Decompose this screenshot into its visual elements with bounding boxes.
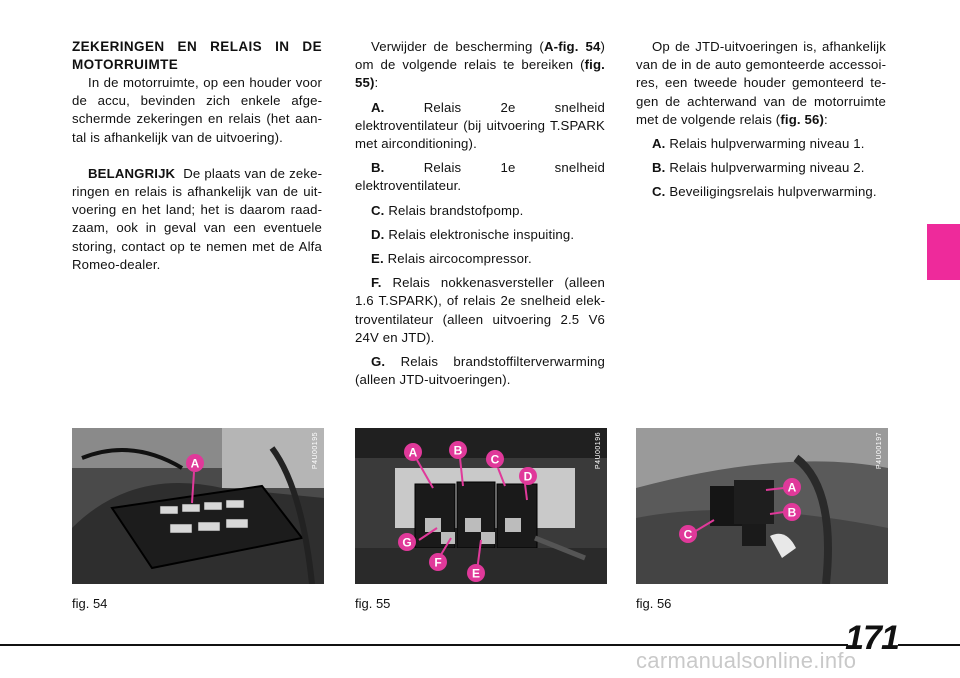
callout-label: G [402,535,412,550]
list-item: A. Relais hulpverwarming niveau 1. [652,136,865,152]
important-paragraph [72,165,322,274]
figure-54-photo [72,428,324,584]
section-tab-marker [927,224,960,280]
list-item: C. Relais brandstofpomp. [371,202,524,218]
list-item: B. Relais 1e snelheid elektroventilateur. [355,160,605,194]
col2-intro: Verwijder de bescherming (A-fig. 54) om de volgende relais te bereiken (fig. 55): [355,39,605,91]
footer-rule [0,644,848,646]
list-item: B. Relais hulpverwarming niveau 2. [652,160,865,176]
callout-label: D [523,469,533,484]
figure-caption: fig. 55 [355,596,391,611]
figure-caption: fig. 54 [72,596,108,611]
figure-reference[interactable]: A-fig. 54 [543,39,601,54]
list-item: A. Relais 2e snelheid elektroventilateur (bij uitvoering T.SPARK met airconditioning). [355,99,605,152]
callout-label: E [471,566,481,581]
important-label: BELANGRIJK [88,165,176,181]
figure-code: P4U00197 [876,432,883,470]
watermark: carmanualsonline.info [636,648,857,673]
figure-reference[interactable]: fig. 56) [780,111,825,127]
callout-label: A [408,445,418,460]
figure-reference[interactable]: fig. 55) [355,57,605,91]
list-item: E. Relais aircocompressor. [371,251,532,267]
column-3 [636,38,886,202]
callout-label: A [190,456,200,471]
footer-rule [898,644,960,646]
figure-code: P4U00196 [595,432,602,470]
figure-56-photo [636,428,888,584]
figure-55-photo [355,428,607,584]
figure-code: P4U00195 [312,432,319,470]
callouts [355,428,607,584]
section-heading: ZEKERINGEN EN RELAIS IN DE MOTORRUIMTE [72,39,322,72]
callout-label: A [787,480,797,495]
callout-a [72,428,324,584]
column-1 [72,38,322,274]
important-text: De plaats van de zekeringen en relais is afhankelijk van de uitvoering en het land; het is daarom raadzaam, ook in geval van een eventuele storing, contact op te nemen met de Alfa Romeo-dealer. [72,165,322,272]
list-item: G. Relais brandstoffilterverwarming (alleen JTD-uitvoeringen). [355,354,605,388]
callout-label: B [787,505,797,520]
callout-label: B [453,443,463,458]
callout-label: C [490,452,500,467]
list-item: F. Relais nokkenasversteller (alleen 1.6 T.SPARK), of relais 2e snelheid elektroventilateur (alleen uitvoering 2.5 V6 24V en JTD). [355,275,605,345]
callouts [636,428,888,584]
list-item: D. Relais elektronische inspuiting. [371,226,575,242]
page-number: 171 [845,619,899,657]
intro-paragraph: In de motorruimte, op een houder voor de accu, bevinden zich enkele afgeschermde zekeringen en relais (het aantal is afhankelijk van de uitvoering). [72,75,322,145]
figure-caption: fig. 56 [636,596,672,611]
callout-label: C [683,527,693,542]
callout-label: F [434,555,442,570]
list-item: C. Beveiligingsrelais hulpverwarming. [652,184,877,200]
col3-intro: Op de JTD-uitvoeringen is, afhankelijk van de in de auto gemonteerde accessoires, een tweede houder gemonteerd tegen de achterwand van de motorruimte met de volgende relais (fig. 56): [636,39,886,127]
column-2 [355,38,605,389]
